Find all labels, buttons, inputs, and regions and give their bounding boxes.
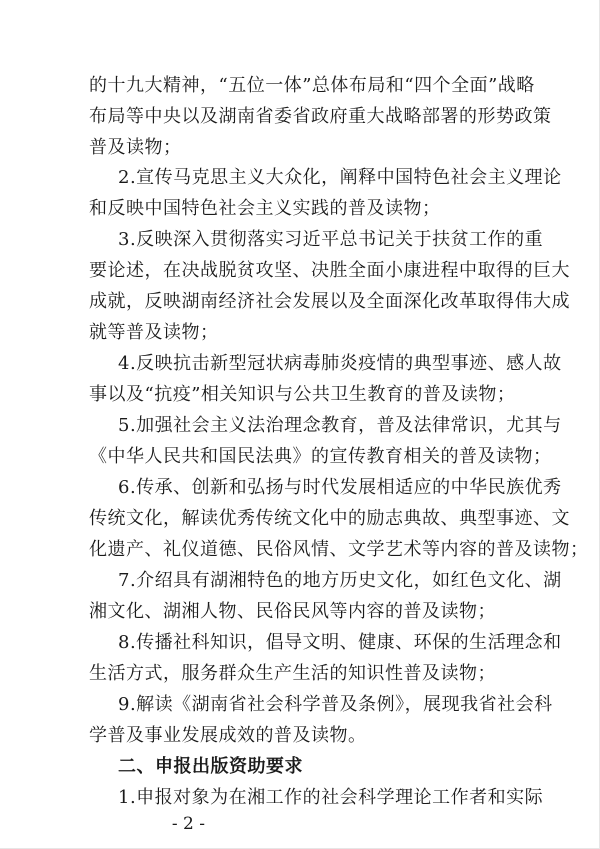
text-line: 就等普及读物； <box>89 322 219 343</box>
text-line: 成就，反映湖南经济社会发展以及全面深化改革取得伟大成 <box>89 291 570 312</box>
text-line: 普及读物； <box>89 137 182 158</box>
text-line: 学普及事业发展成效的普及读物。 <box>89 725 367 746</box>
text-line: 化遗产、礼仪道德、民俗风情、文学艺术等内容的普及读物； <box>89 539 589 560</box>
page-number: - 2 - <box>171 814 205 834</box>
section-heading: 二、申报出版资助要求 <box>118 756 303 777</box>
text-line: 湘文化、湖湘人物、民俗民风等内容的普及读物； <box>89 601 496 622</box>
text-line: 生活方式，服务群众生产生活的知识性普及读物； <box>89 663 496 684</box>
text-line: 《中华人民共和国民法典》的宣传教育相关的普及读物； <box>89 446 552 467</box>
list-item-4: 4.反映抗击新型冠状病毒肺炎疫情的典型事迹、感人故 <box>118 353 562 374</box>
list-item-9: 9.解读《湖南省社会科学普及条例》，展现我省社会科 <box>118 694 553 715</box>
text-line: 的十九大精神，“五位一体”总体布局和“四个全面”战略 <box>89 75 535 96</box>
list-item-2: 2.宣传马克思主义大众化，阐释中国特色社会主义理论 <box>118 167 562 188</box>
text-line: 和反映中国特色社会主义实践的普及读物； <box>89 198 441 219</box>
list-item-3: 3.反映深入贯彻落实习近平总书记关于扶贫工作的重 <box>118 229 544 250</box>
list-item-7: 7.介绍具有湖湘特色的地方历史文化，如红色文化、湖 <box>118 570 562 591</box>
list-item-1: 1.申报对象为在湘工作的社会科学理论工作者和实际 <box>118 787 544 808</box>
text-line: 布局等中央以及湖南省委省政府重大战略部署的形势政策 <box>89 106 552 127</box>
list-item-8: 8.传播社科知识，倡导文明、健康、环保的生活理念和 <box>118 632 562 653</box>
list-item-6: 6.传承、创新和弘扬与时代发展相适应的中华民族优秀 <box>118 477 562 498</box>
text-line: 事以及“抗疫”相关知识与公共卫生教育的普及读物； <box>89 384 516 405</box>
text-line: 要论述，在决战脱贫攻坚、决胜全面小康进程中取得的巨大 <box>89 260 570 281</box>
text-line: 传统文化，解读优秀传统文化中的励志典故、典型事迹、文 <box>89 508 570 529</box>
list-item-5: 5.加强社会主义法治理念教育，普及法律常识，尤其与 <box>118 415 562 436</box>
